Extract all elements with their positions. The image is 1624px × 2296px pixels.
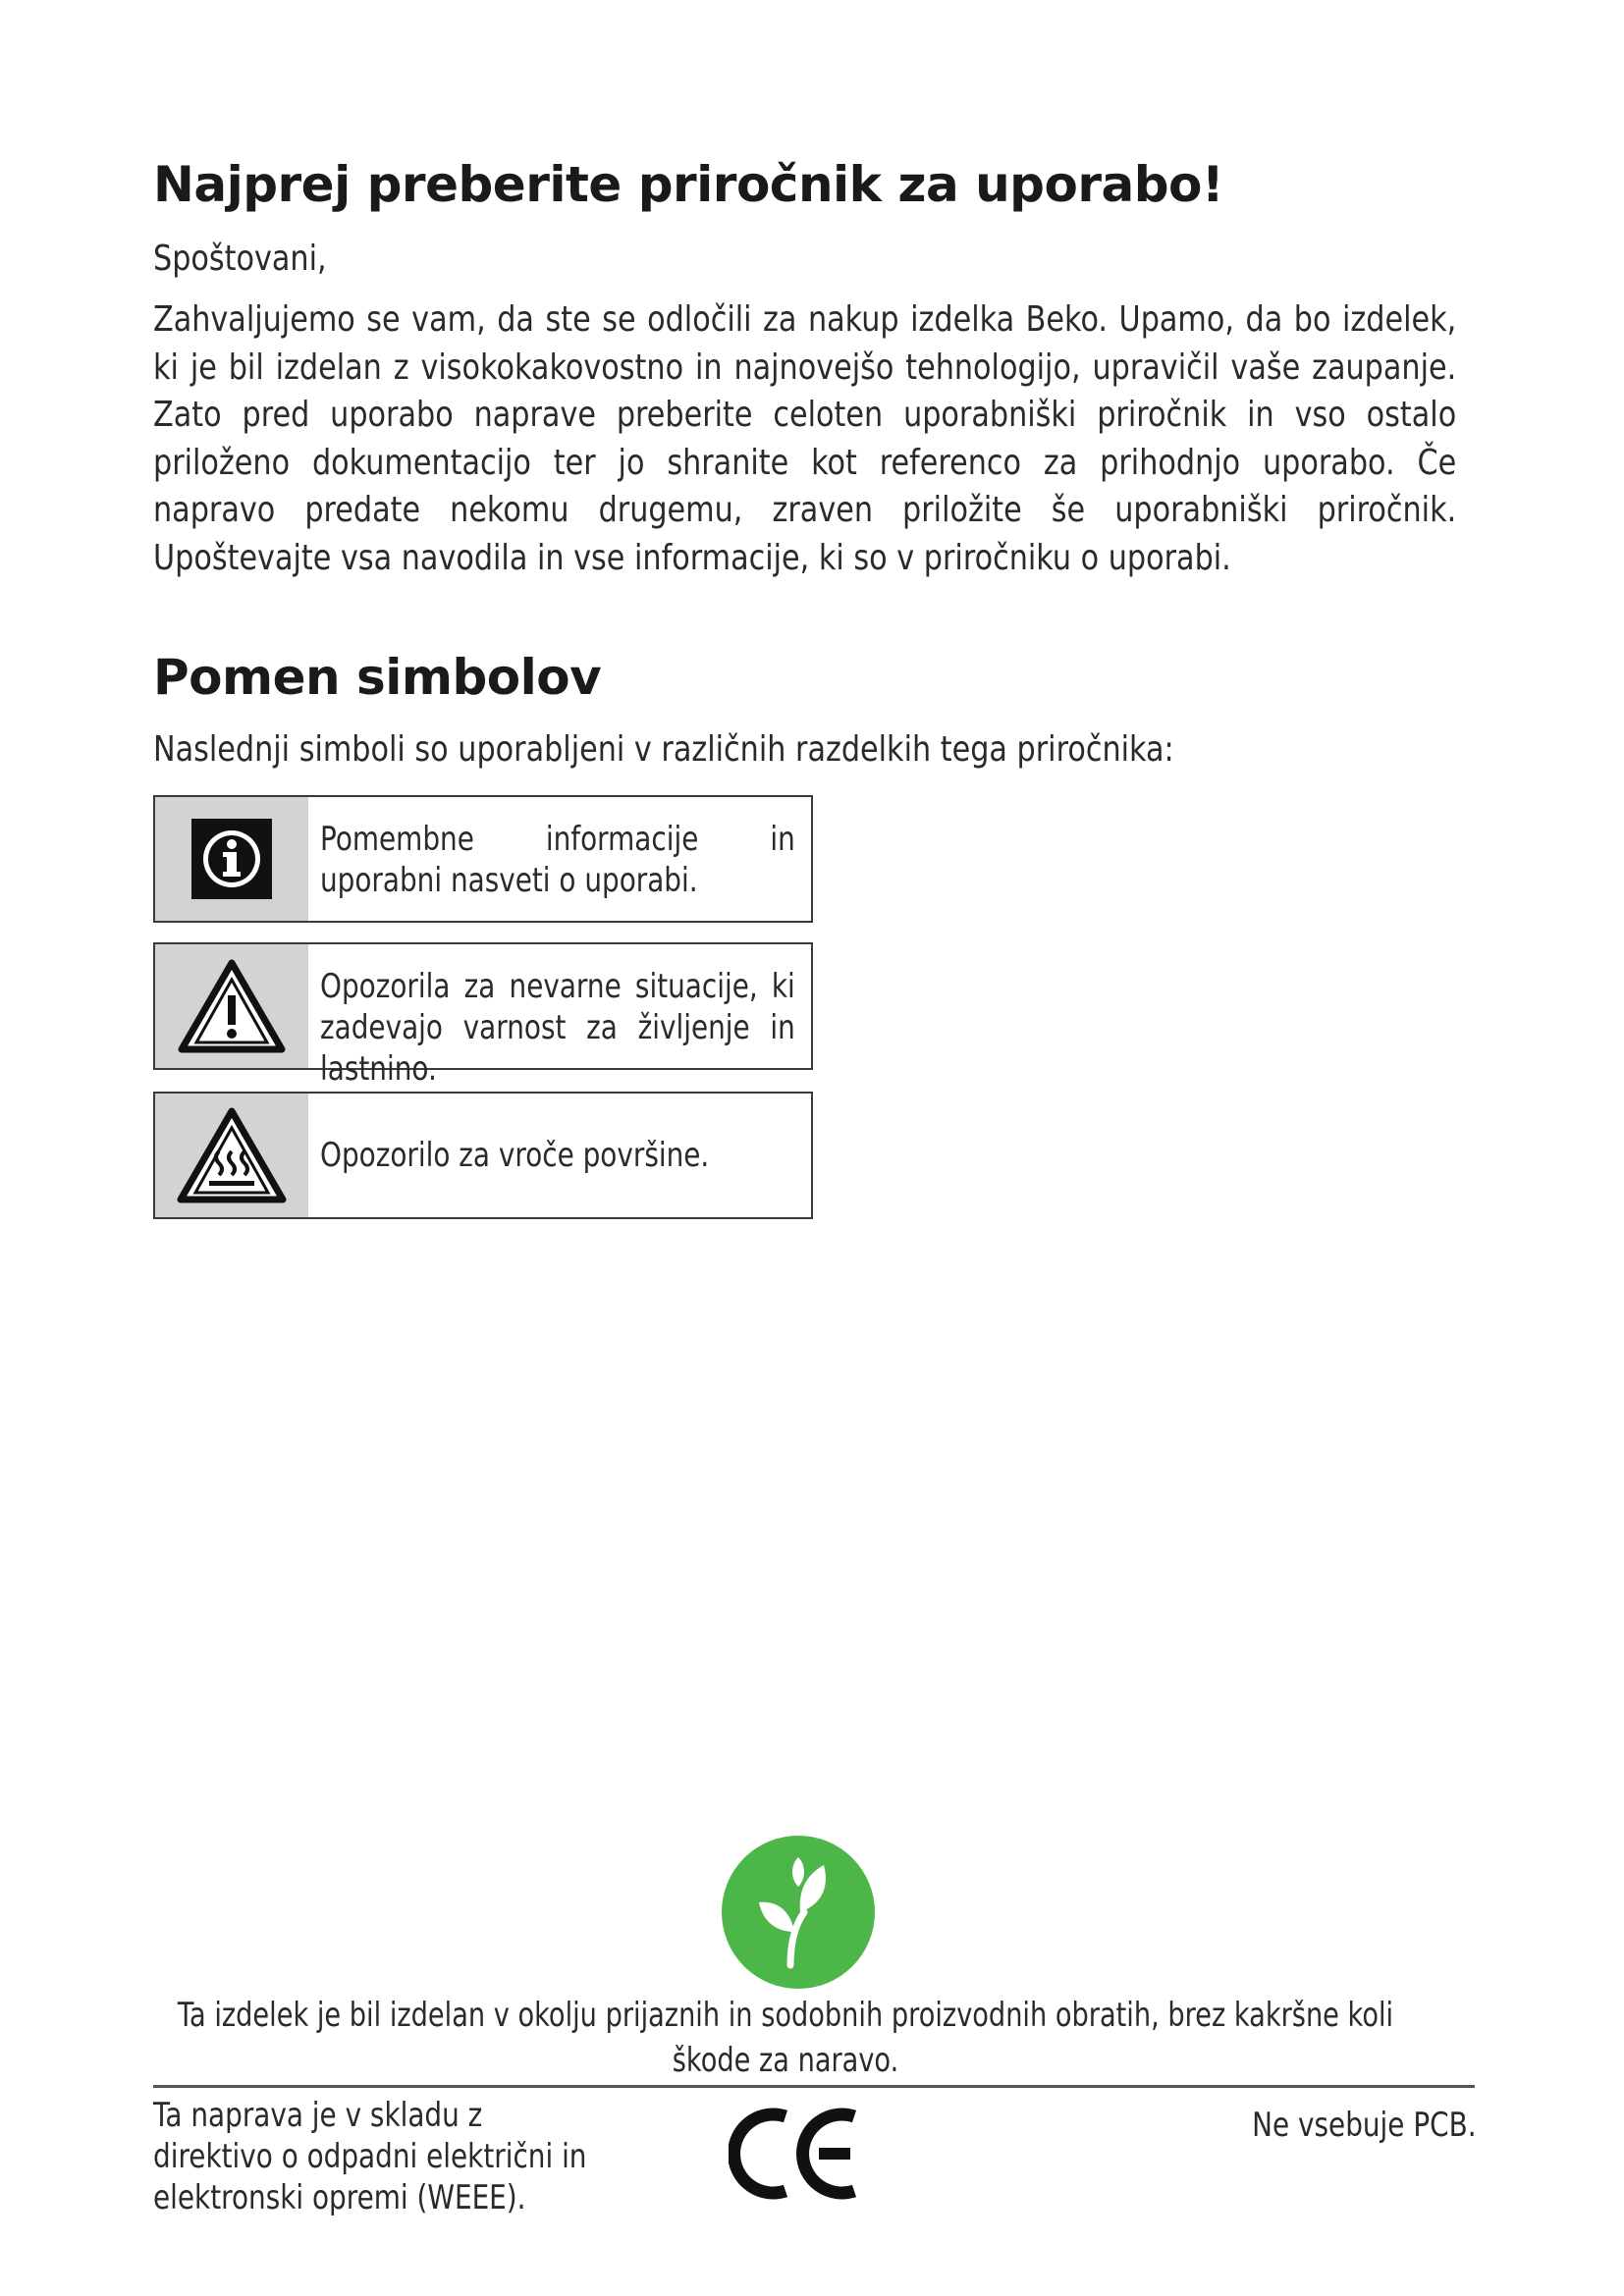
symbol-row-warning — [153, 942, 813, 1089]
eco-statement: Ta izdelek je bil izdelan v okolju prijaznih in sodobnih proizvodnih obratih, brez kakršne koli škode za naravo. — [177, 1996, 1394, 2080]
pcb-statement: Ne vsebuje PCB. — [1252, 2106, 1477, 2145]
page-title: Najprej preberite priročnik za uporabo! — [153, 156, 1224, 213]
intro-paragraph: Zahvaljujemo se vam, da ste se odločili za nakup izdelka Beko. Upamo, da bo izdelek, ki je bil izdelan z visokokakovostno in najnovejšo tehnologijo, upravičil vaše zaupanje. Zato pred uporabo naprave preberite celoten uporabniški priročnik in vso ostalo priloženo dokumentacijo ter jo shranite kot referenco za prihodnjo uporabo. Če napravo predate nekomu drugemu, zraven priložite še uporabniški priročnik. Upoštevajte vsa navodila in vse informacije, ki so v priročniku o uporabi. — [153, 299, 1457, 578]
greeting: Spoštovani, — [153, 239, 327, 279]
symbol-icon-cell — [155, 1094, 308, 1217]
symbols-heading: Pomen simbolov — [153, 649, 602, 706]
symbol-icon-cell — [155, 797, 308, 921]
hot-surface-icon — [176, 1106, 288, 1204]
symbol-row-info — [153, 795, 813, 923]
symbol-icon-cell — [155, 944, 308, 1068]
symbol-warning-text: Opozorila za nevarne situacije, ki zadevajo varnost za življenje in lastnino. — [320, 967, 795, 1089]
symbol-row-hot-surface — [153, 1092, 813, 1219]
symbols-intro: Naslednji simboli so uporabljeni v različnih razdelkih tega priročnika: — [153, 729, 1174, 770]
warning-icon — [177, 958, 287, 1054]
info-icon — [191, 819, 272, 899]
leaf-icon — [722, 1836, 875, 1989]
symbol-info-text: Pomembne informacije in uporabni nasveti o uporabi. — [320, 820, 795, 900]
weee-statement: Ta naprava je v skladu z direktivo o odpadni električni in elektronski opremi (WEEE). — [153, 2096, 587, 2217]
ce-mark-icon — [729, 2105, 866, 2203]
footer-divider — [153, 2085, 1475, 2088]
symbol-hot-surface-text: Opozorilo za vroče površine. — [320, 1136, 710, 1175]
